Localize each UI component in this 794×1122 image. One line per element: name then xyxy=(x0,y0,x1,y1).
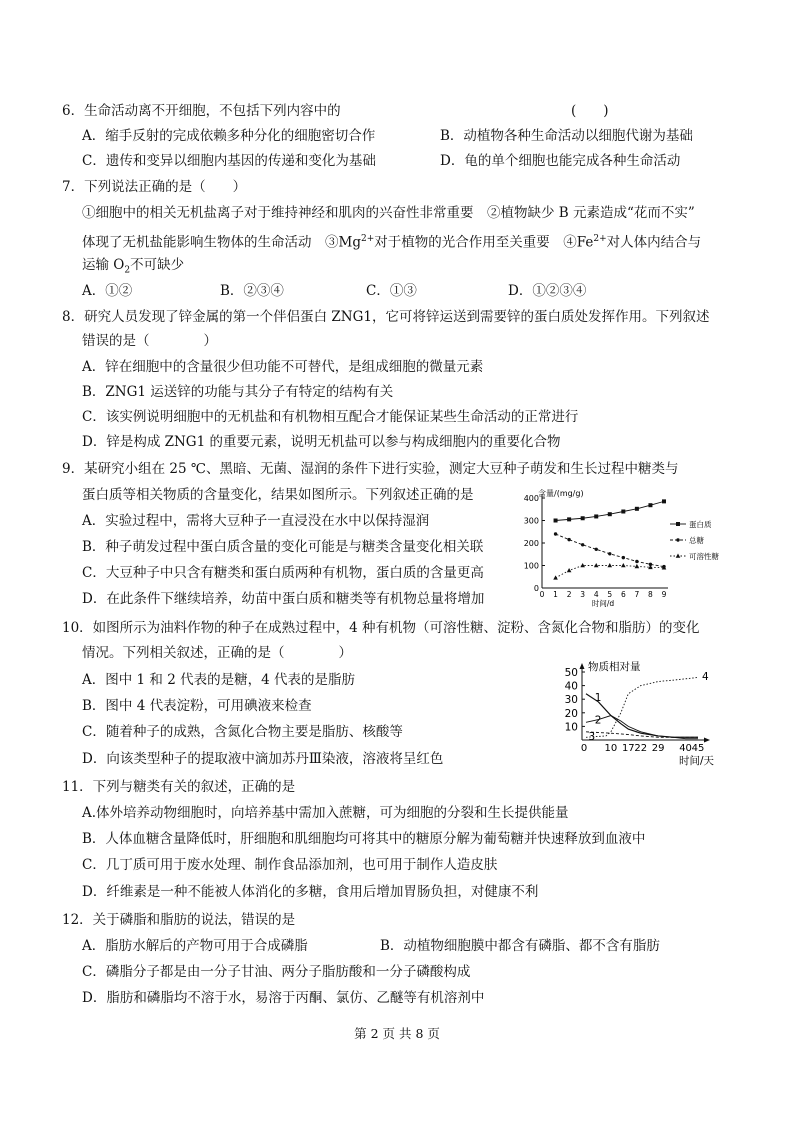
q11-option-b: B．人体血糖含量降低时，肝细胞和肌细胞均可将其中的糖原分解为葡萄糖并快速释放到血液中 xyxy=(82,831,646,847)
data-point xyxy=(594,563,599,567)
data-point xyxy=(621,563,626,567)
data-point xyxy=(567,517,571,521)
soybean-content-chart xyxy=(516,488,738,608)
x-tick-label: 29 xyxy=(651,743,665,754)
x-tick-label: 2 xyxy=(566,590,572,599)
q7-option-c: C．①③ xyxy=(366,283,417,299)
q11-option-d: D．纤维素是一种不能被人体消化的多糖，食用后增加胃肠负担，对健康不利 xyxy=(82,884,539,900)
x-tick-label: 40 xyxy=(679,743,692,754)
data-point xyxy=(581,543,584,546)
x-tick-label: 5 xyxy=(607,590,613,599)
data-point xyxy=(594,514,598,518)
x-tick-label: 4 xyxy=(593,590,599,599)
q8-stem-line2: 错误的是（ ） xyxy=(82,333,217,349)
series-line-1 xyxy=(556,534,664,567)
y-tick-label: 40 xyxy=(564,680,578,693)
q7-statement-line1: ①细胞中的相关无机盐离子对于维持神经和肌肉的兴奋性非常重要 ②植物缺少 B 元素造成“花而不实” xyxy=(82,205,695,221)
data-point xyxy=(567,538,570,541)
q6-option-d: D．龟的单个细胞也能完成各种生命活动 xyxy=(440,153,681,169)
q8-option-c: C．该实例说明细胞中的无机盐和有机物相互配合才能保证某些生命活动的正常进行 xyxy=(82,409,579,425)
series-line-2 xyxy=(586,716,698,739)
data-point xyxy=(608,552,611,555)
oilseed-substance-chart xyxy=(548,658,724,772)
data-point xyxy=(553,575,558,579)
series-line-1 xyxy=(586,694,698,738)
data-point xyxy=(595,548,598,551)
q9-stem-line1: 9．某研究小组在 25 ℃、黑暗、无菌、湿润的条件下进行实验，测定大豆种子萌发和生长过程中糖类与 xyxy=(62,461,679,477)
series-line-0 xyxy=(556,501,664,520)
data-point xyxy=(635,507,639,511)
legend-marker xyxy=(676,522,680,526)
x-axis-arrow xyxy=(704,738,710,743)
q7-option-b: B．②③④ xyxy=(220,283,284,299)
q7-option-a: A．①② xyxy=(82,283,133,299)
q9-option-d: D．在此条件下继续培养，幼苗中蛋白质和糖类等有机物总量将增加 xyxy=(82,591,485,607)
data-point xyxy=(567,568,572,572)
data-point xyxy=(581,516,585,520)
data-point xyxy=(554,532,557,535)
page-footer: 第 2 页 共 8 页 xyxy=(354,1026,440,1041)
q11-option-a: A.体外培养动物细胞时，向培养基中需加入蔗糖，可为细胞的分裂和生长提供能量 xyxy=(82,805,569,821)
q11-option-c: C．几丁质可用于废水处理、制作食品添加剂，也可用于制作人造皮肤 xyxy=(82,857,498,873)
q10-stem-line1: 10．如图所示为油料作物的种子在成熟过程中，4 种有机物（可溶性糖、淀粉、含氮化合物和脂肪）的变化 xyxy=(62,620,700,636)
q12-option-b: B．动植物细胞膜中都含有磷脂、都不含有脂肪 xyxy=(380,938,660,954)
q8-option-b: B．ZNG1 运送锌的功能与其分子有特定的结构有关 xyxy=(82,384,394,400)
q6-option-c: C．遗传和变异以细胞内基因的传递和变化为基础 xyxy=(82,153,376,169)
y-tick-label: 20 xyxy=(564,707,578,720)
x-tick-label: 7 xyxy=(634,590,640,599)
q6-answer-paren: ( ) xyxy=(571,103,609,119)
x-tick-label: 45 xyxy=(691,743,705,754)
x-axis-label: 时间/天 xyxy=(678,755,714,767)
q8-option-d: D．锌是构成 ZNG1 的重要元素，说明无机盐可以参与构成细胞内的重要化合物 xyxy=(82,434,561,450)
q7-statement-line2: 体现了无机盐能影响生物体的生命活动 $③Mg^{2+}$对于植物的光合作用至关重要 $④Fe^{2+}$对人体内结合与 xyxy=(82,234,702,251)
x-axis-label: 时间/d xyxy=(591,599,615,608)
y-tick-label: 400 xyxy=(523,494,539,503)
data-point xyxy=(622,556,625,559)
x-tick-label: 0 xyxy=(580,743,588,754)
q12-option-d: D．脂肪和磷脂均不溶于水，易溶于丙酮、氯仿、乙醚等有机溶剂中 xyxy=(82,990,485,1006)
data-point xyxy=(635,564,640,568)
data-point xyxy=(607,563,612,567)
legend-label: 可溶性糖 xyxy=(689,552,719,561)
x-tick-label: 17 xyxy=(621,743,635,754)
q10-option-d: D．向该类型种子的提取液中滴加苏丹Ⅲ染液，溶液将呈红色 xyxy=(82,751,444,767)
q12-option-a: A．脂肪水解后的产物可用于合成磷脂 xyxy=(82,938,308,954)
q9-option-b: B．种子萌发过程中蛋白质含量的变化可能是与糖类含量变化相关联 xyxy=(82,539,484,555)
x-tick-label: 0 xyxy=(539,590,545,599)
q7-statement-line3: 运输 $O_2$不可缺少 xyxy=(82,257,185,276)
y-tick-label: 100 xyxy=(523,561,539,571)
y-tick-label: 30 xyxy=(564,694,578,707)
x-tick-label: 1 xyxy=(553,590,558,599)
q12-stem: 12．关于磷脂和脂肪的说法，错误的是 xyxy=(62,912,296,928)
q6-stem: 6．生命活动离不开细胞，不包括下列内容中的 xyxy=(62,103,341,119)
data-point xyxy=(608,512,612,516)
q10-stem-line2: 情况。下列相关叙述，正确的是（ ） xyxy=(82,645,352,661)
series-line-2 xyxy=(556,566,664,578)
data-point xyxy=(662,499,666,503)
q7-option-d: D．①②③④ xyxy=(508,283,587,299)
x-tick-label: 6 xyxy=(620,590,626,599)
q6-option-a: A．缩手反射的完成依赖多种分化的细胞密切合作 xyxy=(82,128,376,144)
legend-marker xyxy=(676,538,679,541)
x-tick-label: 8 xyxy=(648,590,653,599)
y-tick-label: 0 xyxy=(533,584,539,593)
data-point xyxy=(621,510,625,514)
data-point xyxy=(635,560,638,563)
q10-option-c: C．随着种子的成熟，含氮化合物主要是脂肪、核酸等 xyxy=(82,724,403,740)
q10-option-b: B．图中 4 代表淀粉，可用碘液来检查 xyxy=(82,698,312,714)
data-point xyxy=(554,519,558,523)
q12-option-c: C．磷脂分子都是由一分子甘油、两分子脂肪酸和一分子磷酸构成 xyxy=(82,964,471,980)
q6-option-b: B．动植物各种生命活动以细胞代谢为基础 xyxy=(440,128,693,144)
q8-stem-line1: 8．研究人员发现了锌金属的第一个伴侣蛋白 ZNG1，它可将锌运送到需要锌的蛋白质处发挥作用。下列叙述 xyxy=(62,309,710,325)
curve-label-4: 4 xyxy=(702,671,709,684)
q10-option-a: A．图中 1 和 2 代表的是糖，4 代表的是脂肪 xyxy=(82,672,355,688)
q9-stem-line2: 蛋白质等相关物质的含量变化，结果如图所示。下列叙述正确的是 xyxy=(82,487,474,503)
y-axis-arrow xyxy=(580,663,585,669)
x-tick-label: 3 xyxy=(580,590,586,599)
x-tick-label: 10 xyxy=(604,743,618,754)
curve-label-2: 2 xyxy=(594,714,602,727)
legend-marker xyxy=(676,554,681,558)
legend-label: 总糖 xyxy=(689,536,704,545)
y-tick-label: 50 xyxy=(564,667,578,679)
y-axis-label: 含量/(mg/g) xyxy=(538,489,584,498)
q9-option-a: A．实验过程中，需将大豆种子一直浸没在水中以保持湿润 xyxy=(82,513,430,529)
y-axis-label: 物质相对量 xyxy=(588,661,641,673)
curve-label-3: 3 xyxy=(588,730,596,743)
curve-label-1: 1 xyxy=(594,692,602,705)
x-tick-label: 9 xyxy=(661,590,667,599)
y-tick-label: 10 xyxy=(564,721,578,734)
data-point xyxy=(648,503,652,507)
x-tick-label: 22 xyxy=(634,743,648,754)
q8-option-a: A．锌在细胞中的含量很少但功能不可替代，是组成细胞的微量元素 xyxy=(82,359,484,375)
y-tick-label: 200 xyxy=(523,539,539,548)
data-point xyxy=(580,563,585,567)
y-tick-label: 300 xyxy=(523,516,539,526)
q7-stem: 7．下列说法正确的是（ ） xyxy=(62,179,247,195)
legend-label: 蛋白质 xyxy=(689,520,712,529)
q11-stem: 11．下列与糖类有关的叙述，正确的是 xyxy=(62,779,296,795)
q9-option-c: C．大豆种子中只含有糖类和蛋白质两种有机物，蛋白质的含量更高 xyxy=(82,565,484,581)
